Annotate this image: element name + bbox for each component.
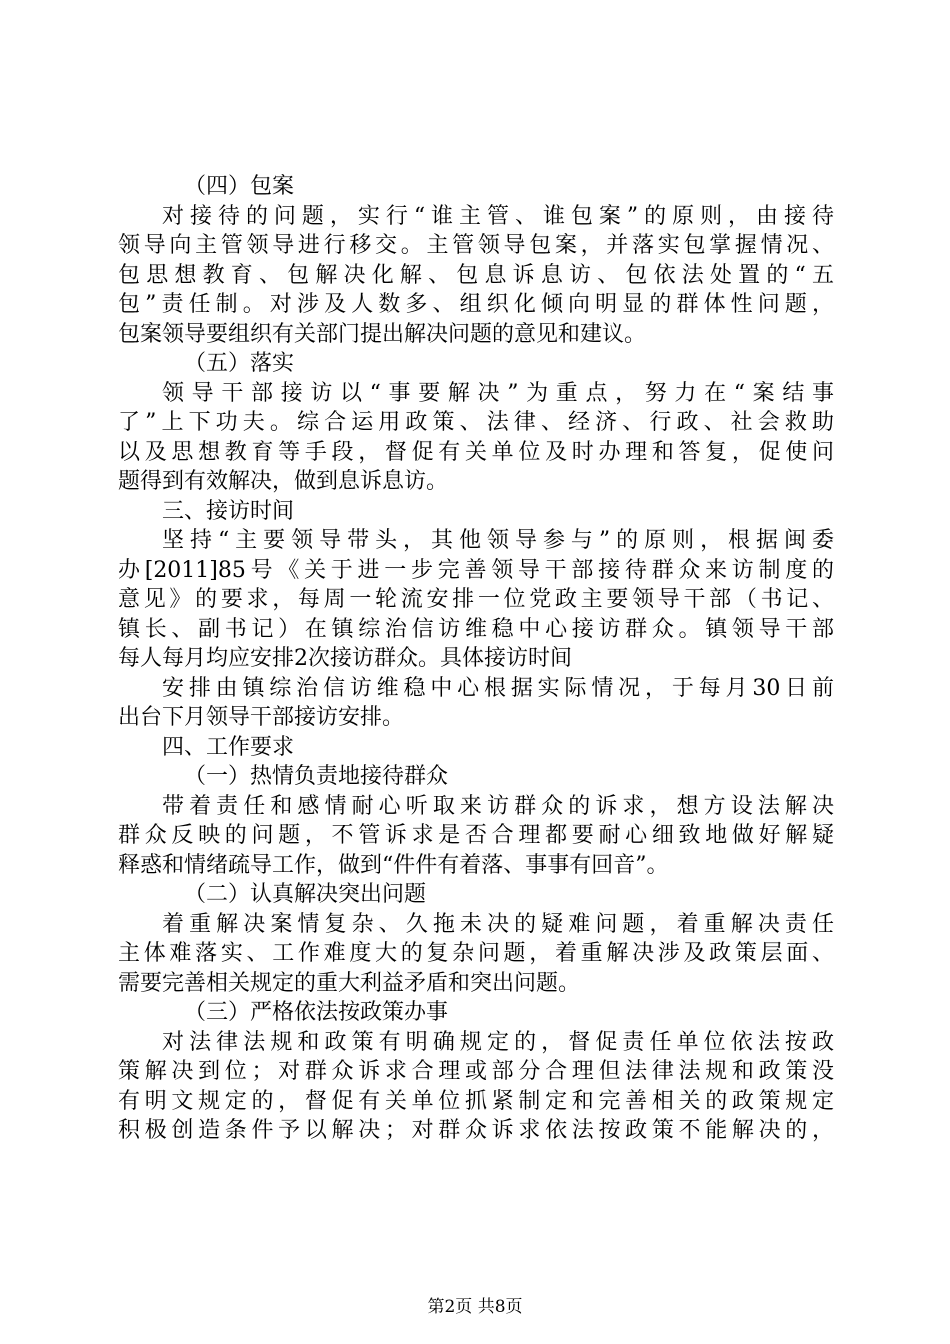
- paragraph-line: 主体难落实、工作难度大的复杂问题，着重解决涉及政策层面、: [118, 941, 834, 966]
- subsection-heading: （二）认真解决突出问题: [184, 882, 427, 907]
- paragraph-line: 积极创造条件予以解决；对群众诉求依法按政策不能解决的，: [118, 1118, 834, 1143]
- paragraph-line: 包思想教育、包解决化解、包息诉息访、包依法处置的“五: [118, 262, 834, 288]
- document-body: [118, 172, 834, 1146]
- paragraph-line: 镇长、副书记）在镇综治信访维稳中心接访群众。镇领导干部: [118, 616, 834, 642]
- paragraph-line: 领导干部接访以“事要解决”为重点，努力在“案结事: [162, 380, 834, 406]
- paragraph-line: 对接待的问题，实行“谁主管、谁包案”的原则，由接待: [162, 203, 834, 229]
- paragraph-line: 安排由镇综治信访维稳中心根据实际情况，于每月30日前: [162, 675, 834, 701]
- paragraph-line: 以及思想教育等手段，督促有关单位及时办理和答复，促使问: [118, 439, 834, 465]
- page-footer: 第2页 共8页: [427, 1297, 523, 1317]
- subsection-heading: （四）包案: [184, 174, 295, 199]
- section-heading: 三、接访时间: [162, 498, 295, 524]
- paragraph-line: 意见》的要求，每周一轮流安排一位党政主要领导干部（书记、: [118, 587, 834, 612]
- paragraph-line: 包案领导要组织有关部门提出解决问题的意见和建议。: [118, 321, 647, 347]
- paragraph-line: 释惑和情绪疏导工作，做到“件件有着落、事事有回音”。: [118, 852, 669, 878]
- paragraph-line: 每人每月均应安排2次接访群众。具体接访时间: [118, 646, 572, 671]
- paragraph-line: 领导向主管领导进行移交。主管领导包案，并落实包掌握情况、: [118, 233, 834, 258]
- paragraph-line: 出台下月领导干部接访安排。: [118, 705, 405, 730]
- paragraph-line: 包”责任制。对涉及人数多、组织化倾向明显的群体性问题，: [118, 292, 834, 317]
- paragraph-line: 着重解决案情复杂、久拖未决的疑难问题，着重解决责任: [162, 911, 834, 937]
- paragraph-line: 需要完善相关规定的重大利益矛盾和突出问题。: [118, 970, 581, 996]
- paragraph-line: 带着责任和感情耐心听取来访群众的诉求，想方设法解决: [162, 793, 834, 819]
- paragraph-line: 对法律法规和政策有明确规定的，督促责任单位依法按政: [162, 1029, 834, 1055]
- paragraph-line: 了”上下功夫。综合运用政策、法律、经济、行政、社会救助: [118, 410, 834, 435]
- subsection-heading: （三）严格依法按政策办事: [184, 1000, 449, 1025]
- paragraph-line: 群众反映的问题，不管诉求是否合理都要耐心细致地做好解疑: [118, 823, 834, 848]
- paragraph-line: 题得到有效解决，做到息诉息访。: [118, 469, 449, 494]
- paragraph-line: 有明文规定的，督促有关单位抓紧制定和完善相关的政策规定: [118, 1088, 834, 1114]
- section-heading: 四、工作要求: [162, 734, 295, 760]
- subsection-heading: （五）落实: [184, 351, 295, 376]
- subsection-heading: （一）热情负责地接待群众: [184, 764, 449, 789]
- paragraph-line: 策解决到位；对群众诉求合理或部分合理但法律法规和政策没: [118, 1059, 834, 1084]
- paragraph-line: 办[2011]85号《关于进一步完善领导干部接待群众来访制度的: [118, 557, 834, 583]
- paragraph-line: 坚持“主要领导带头，其他领导参与”的原则，根据闽委: [162, 528, 834, 553]
